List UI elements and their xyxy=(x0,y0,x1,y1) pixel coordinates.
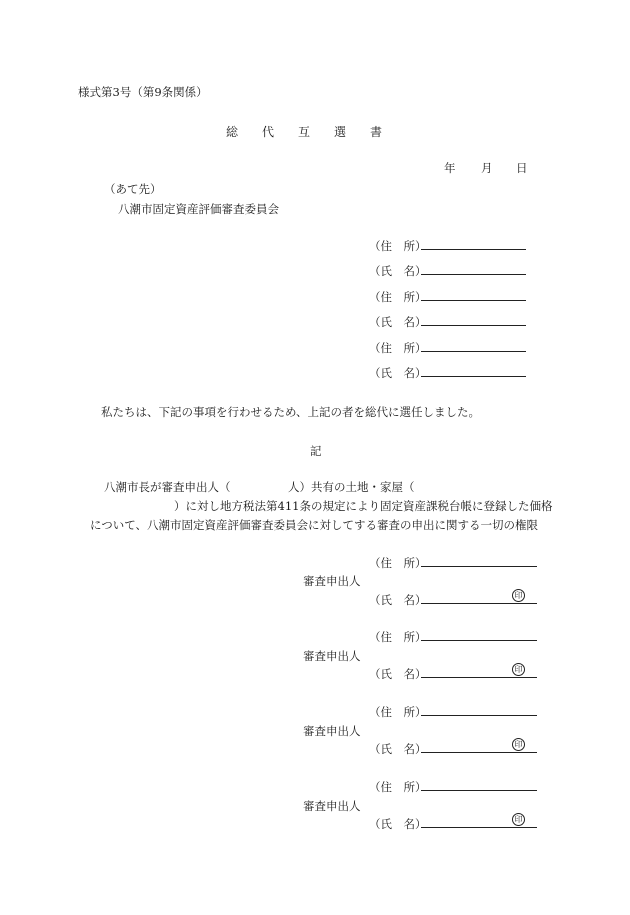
applicant-3-name-field[interactable] xyxy=(421,752,537,753)
applicant-4-address-label: （住 所） xyxy=(369,780,427,794)
applicant-4-address-field[interactable] xyxy=(421,790,537,791)
applicant-4-label: 審査申出人 xyxy=(303,799,361,813)
applicant-2-label: 審査申出人 xyxy=(303,649,361,663)
rep-3-address-field[interactable] xyxy=(421,351,526,352)
rep-2-address-field[interactable] xyxy=(421,300,526,301)
body-line-2: ）に対し地方税法第411条の規定により固定資産課税台帳に登録した価格 xyxy=(174,499,553,513)
rep-3-address-label: （住 所） xyxy=(369,341,427,355)
applicant-3-seal: 印 xyxy=(512,738,525,751)
applicant-2-address-field[interactable] xyxy=(421,640,537,641)
rep-1-name-label: （氏 名） xyxy=(369,264,427,278)
date-day: 日 xyxy=(516,161,528,175)
applicant-4-name-label: （氏 名） xyxy=(369,817,427,831)
statement: 私たちは、下記の事項を行わせるため、上記の者を総代に選任しました。 xyxy=(101,405,481,419)
rep-2-name-label: （氏 名） xyxy=(369,315,427,329)
applicant-1-seal: 印 xyxy=(512,589,525,602)
applicant-3-label: 審査申出人 xyxy=(303,724,361,738)
applicant-1-label: 審査申出人 xyxy=(303,574,361,588)
body-line-1: 八潮市長が審査申出人（ 人）共有の土地・家屋（ xyxy=(104,480,415,494)
applicant-1-name-label: （氏 名） xyxy=(369,593,427,607)
date-year: 年 xyxy=(444,161,456,175)
applicant-3-address-field[interactable] xyxy=(421,715,537,716)
rep-2-name-field[interactable] xyxy=(421,325,526,326)
rep-1-address-field[interactable] xyxy=(421,249,526,250)
rep-2-address-label: （住 所） xyxy=(369,290,427,304)
applicant-1-address-label: （住 所） xyxy=(369,556,427,570)
rep-3-name-field[interactable] xyxy=(421,376,526,377)
addressee-name: 八潮市固定資産評価審査委員会 xyxy=(118,202,279,216)
page-title: 総 代 互 選 書 xyxy=(226,125,383,139)
body-line-3: について、八潮市固定資産評価審査委員会に対してする審査の申出に関する一切の権限 xyxy=(90,518,539,532)
applicant-2-name-label: （氏 名） xyxy=(369,667,427,681)
applicant-2-name-field[interactable] xyxy=(421,677,537,678)
applicant-4-name-field[interactable] xyxy=(421,827,537,828)
addressee-prefix: （あて先） xyxy=(104,182,162,196)
applicant-4-seal: 印 xyxy=(512,813,525,826)
applicant-3-name-label: （氏 名） xyxy=(369,742,427,756)
ki-heading: 記 xyxy=(310,444,322,458)
applicant-2-seal: 印 xyxy=(512,663,525,676)
applicant-2-address-label: （住 所） xyxy=(369,630,427,644)
applicant-1-name-field[interactable] xyxy=(421,603,537,604)
applicant-3-address-label: （住 所） xyxy=(369,705,427,719)
rep-1-address-label: （住 所） xyxy=(369,239,427,253)
applicant-1-address-field[interactable] xyxy=(421,566,537,567)
rep-1-name-field[interactable] xyxy=(421,274,526,275)
form-number: 様式第3号（第9条関係） xyxy=(78,85,208,99)
rep-3-name-label: （氏 名） xyxy=(369,366,427,380)
date-month: 月 xyxy=(481,161,493,175)
